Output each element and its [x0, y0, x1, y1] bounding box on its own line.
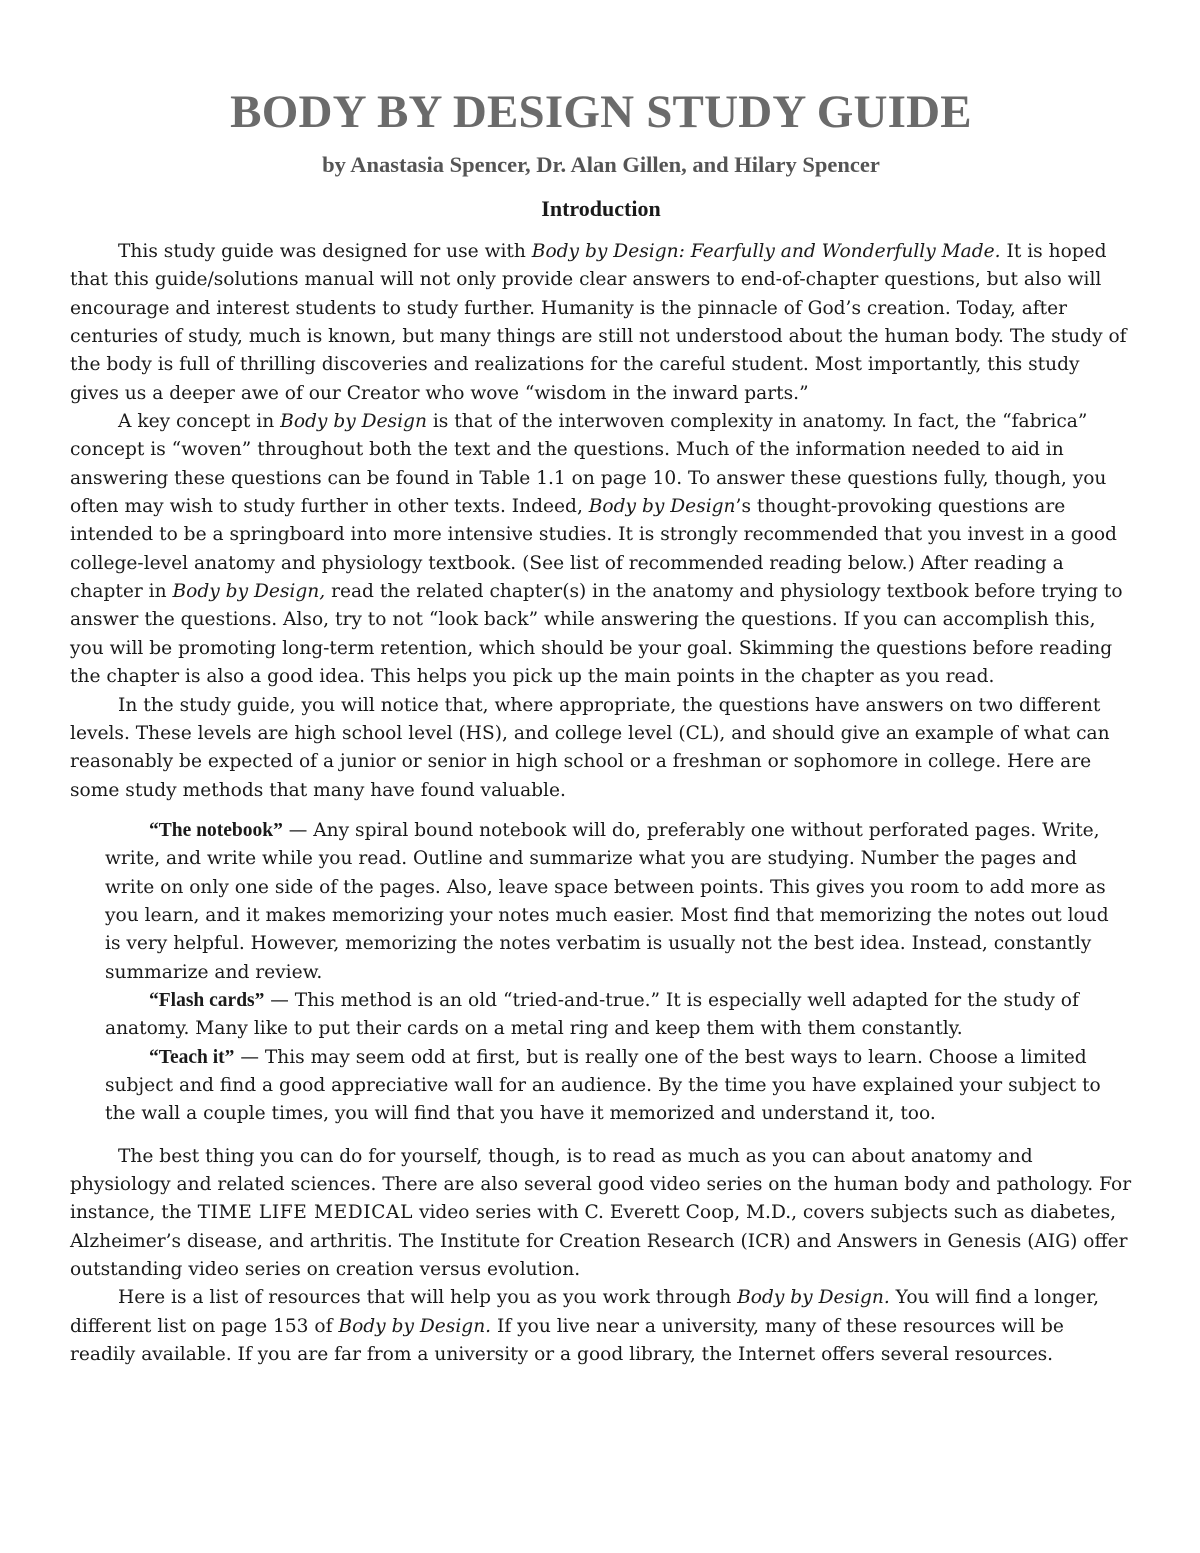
intro-paragraph-3: In the study guide, you will notice that, where appropriate, the questions have answers on two different levels. These levels are high school level (HS), and college level (CL), and should give an example of what can reasonably be expected of a junior or senior in high school or a freshman or sophomore in college. Here are some study methods that many have found valuable.: [70, 694, 1110, 801]
author-byline: by Anastasia Spencer, Dr. Alan Gillen, and Hilary Spencer: [322, 152, 880, 177]
text-run: This study guide was designed for use with: [118, 241, 532, 262]
study-method-term: “Flash cards”: [149, 989, 265, 1011]
study-method-description: — Any spiral bound notebook will do, preferably one without perforated pages. Write, write, and write while you read. Outline and summarize what you are studying. Number the pages and write on only one side of the pages. Also, leave space between points. This gives you room to add more as you learn, and it makes memorizing your notes much easier. Most find that memorizing the notes out loud is very helpful. However, memorizing the notes verbatim is usually not the best idea. Instead, constantly summarize and review.: [105, 819, 1109, 983]
book-title-italic: Body by Design,: [172, 581, 326, 603]
intro-paragraph-4: [70, 1143, 1132, 1285]
book-title-italic: Body by Design.: [338, 1315, 492, 1337]
study-method-item: [105, 817, 1125, 987]
text-run: video series with C. Everett Coop, M.D., covers subjects such as diabetes, Alzheimer’s disease, and arthritis. The Institute for Creation Research (ICR) and Answers in Genesis (AIG) offer outstanding video series on creation versus evolution.: [70, 1202, 1128, 1281]
text-run: read the related chapter(s) in the anatomy and physiology textbook before trying to answer the questions. Also, try to not “look back” while answering the questions. If you can accomplish this, you will be promoting long-term retention, which should be your goal. Skimming the questions before reading the chapter is also a good idea. This helps you pick up the main points in the chapter as you read.: [70, 581, 1123, 688]
book-title-italic: Body by Design: Fearfully and Wonderfully Made.: [531, 241, 1001, 262]
study-method-description: — This method is an old “tried-and-true.” It is especially well adapted for the study of anatomy. Many like to put their cards on a metal ring and keep them with them constantly.: [105, 989, 1079, 1040]
video-series-name: TIME LIFE MEDICAL: [197, 1202, 414, 1224]
intro-paragraph-5: [70, 1284, 1132, 1369]
text-run: A key concept in: [118, 411, 281, 433]
study-methods-list: [105, 817, 1125, 1129]
intro-paragraph-2: [70, 408, 1132, 691]
text-run: The best thing you can do for yourself, though, is to read as much as you can about anatomy and physiology and related sciences. There are also several good video series on the human body and pathology. For instance, the: [70, 1145, 1132, 1224]
book-title-italic: Body by Design: [588, 496, 736, 518]
study-method-item: [105, 1044, 1125, 1129]
text-run: ’s thought-provoking questions are intended to be a springboard into more intensive studies. It is strongly recommended that you invest in a good college-level anatomy and physiology textbook. (See list of recommended reading below.) After reading a chapter in: [70, 496, 1117, 603]
document-title: BODY BY DESIGN STUDY GUIDE: [230, 86, 972, 138]
book-title-italic: Body by Design.: [737, 1287, 890, 1309]
study-method-term: “The notebook”: [149, 819, 283, 841]
text-run: is that of the interwoven complexity in anatomy. In fact, the “fabrica” concept is “woven” throughout both the text and the questions. Much of the information needed to aid in answering these questions can be found in Table 1.1 on page 10. To answer these questions fully, though, you often may wish to study further in other texts. Indeed,: [70, 411, 1107, 518]
resources-body: [70, 1143, 1132, 1370]
intro-paragraph-1: [70, 238, 1132, 408]
intro-body: [70, 238, 1132, 805]
text-run: Here is a list of resources that will help you as you work through: [118, 1287, 738, 1309]
text-run: You will find a longer, different list on page 153 of: [70, 1287, 1100, 1337]
document-page: [70, 82, 1132, 1369]
study-method-description: — This may seem odd at first, but is really one of the best ways to learn. Choose a limited subject and find a good appreciative wall for an audience. By the time you have explained your subject to the wall a couple times, you will find that you have it memorized and understand it, too.: [105, 1046, 1101, 1125]
text-run: If you live near a university, many of these resources will be readily available. If you are far from a university or a good library, the Internet offers several resources.: [70, 1315, 1064, 1366]
study-method-term: “Teach it”: [149, 1046, 235, 1068]
section-heading: Introduction: [541, 196, 661, 221]
text-run: It is hoped that this guide/solutions manual will not only provide clear answers to end-of-chapter questions, but also will encourage and interest students to study further. Humanity is the pinnacle of God’s creation. Today, after centuries of study, much is known, but many things are still not understood about the human body. The study of the body is full of thrilling discoveries and realizations for the careful student. Most importantly, this study gives us a deeper awe of our Creator who wove “wisdom in the inward parts.”: [70, 241, 1127, 404]
study-method-item: [105, 987, 1125, 1044]
book-title-italic: Body by Design: [280, 411, 427, 433]
